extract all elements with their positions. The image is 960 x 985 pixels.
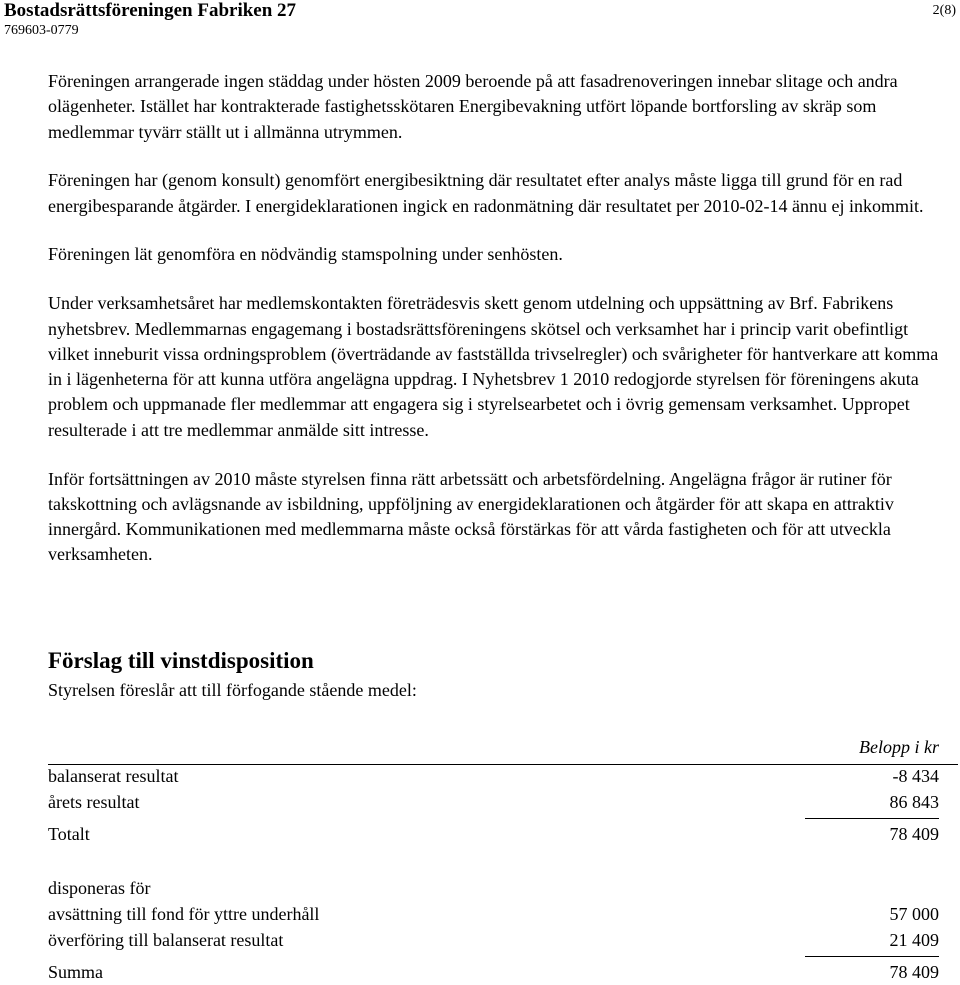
amount-column-header: Belopp i kr — [859, 737, 939, 757]
row-value: 78 409 — [889, 962, 939, 982]
table-row — [48, 927, 939, 953]
row-value: 86 843 — [889, 792, 939, 812]
page-number: 2(8) — [932, 3, 956, 18]
row-label: överföring till balanserat resultat — [48, 930, 284, 950]
row-label: avsättning till fond för yttre underhåll — [48, 904, 320, 924]
table-row-sum — [48, 959, 939, 985]
report-body — [48, 69, 948, 591]
row-value: 21 409 — [889, 930, 939, 950]
row-label: disponeras för — [48, 878, 151, 898]
sum-rule — [805, 956, 939, 957]
table-row — [48, 901, 939, 927]
table-subheading — [48, 875, 939, 901]
row-label: Summa — [48, 962, 104, 982]
section-title: Förslag till vinstdisposition — [48, 648, 314, 673]
row-label: årets resultat — [48, 792, 140, 812]
section-intro: Styrelsen föreslår att till förfogande stående medel: — [48, 680, 417, 700]
paragraph-stamspolning: Föreningen lät genomföra en nödvändig stamspolning under senhösten. — [48, 244, 563, 265]
table-row — [48, 763, 939, 789]
row-value: -8 434 — [892, 766, 939, 786]
row-label: Totalt — [48, 824, 90, 844]
organization-name: Bostadsrättsföreningen Fabriken 27 — [4, 0, 297, 21]
paragraph-medlemskontakt: Under verksamhetsåret har medlemskontakten företrädesvis skett genom utdelning och uppsättning av Brf. Fabrikens nyhetsbrev. Medlemmarnas engagemang i bostadsrättsföreningens skötsel och verksamhet har i princip varit obefintligt vilket inneburit vissa ordningsproblem (överträdande av fastställda trivselregler) och svårigheter för hantverkare att komma in i lägenheterna för att kunna utföra angelägna uppdrag. I Nyhetsbrev 1 2010 redogjorde styrelsen för föreningens akuta problem och uppmanade fler medlemmar att engagera sig i styrelsearbetet och i övrig gemensam verksamhet. Uppropet resulterade i att tre medlemmar anmälde sitt intresse. — [48, 293, 939, 440]
row-label: balanserat resultat — [48, 766, 179, 786]
paragraph-energibesiktning: Föreningen har (genom konsult) genomfört energibesiktning där resultatet efter analys måste ligga till grund för en rad energibesparande åtgärder. I energideklarationen ingick en radonmätning där resultatet per 2010-02-14 ännu ej inkommit. — [48, 170, 924, 216]
organization-number: 769603-0779 — [4, 23, 79, 38]
row-value: 57 000 — [889, 904, 939, 924]
table-row-total — [48, 821, 939, 847]
row-value: 78 409 — [889, 824, 939, 844]
paragraph-fortsattning: Inför fortsättningen av 2010 måste styrelsen finna rätt arbetssätt och arbetsfördelning. Angelägna frågor är rutiner för takskottning och avlägsnande av isbildning, uppföljning av energideklarationen och åtgärder för att skapa en attraktiv innergård. Kommunikationen med medlemmarna måste också förstärkas för att vårda fastigheten och för att utveckla verksamheten. — [48, 468, 894, 565]
table-row — [48, 789, 939, 815]
document-header — [4, 0, 296, 40]
paragraph-stadddag: Föreningen arrangerade ingen städdag under hösten 2009 beroende på att fasadrenoveringen innebar slitage och andra olägenheter. Istället har kontrakterade fastighetsskötaren Energibevakning utfört löpande bortforsling av skräp som medlemmar tyvärr ställt ut i allmänna utrymmen. — [48, 71, 898, 142]
subtotal-rule — [805, 818, 939, 819]
